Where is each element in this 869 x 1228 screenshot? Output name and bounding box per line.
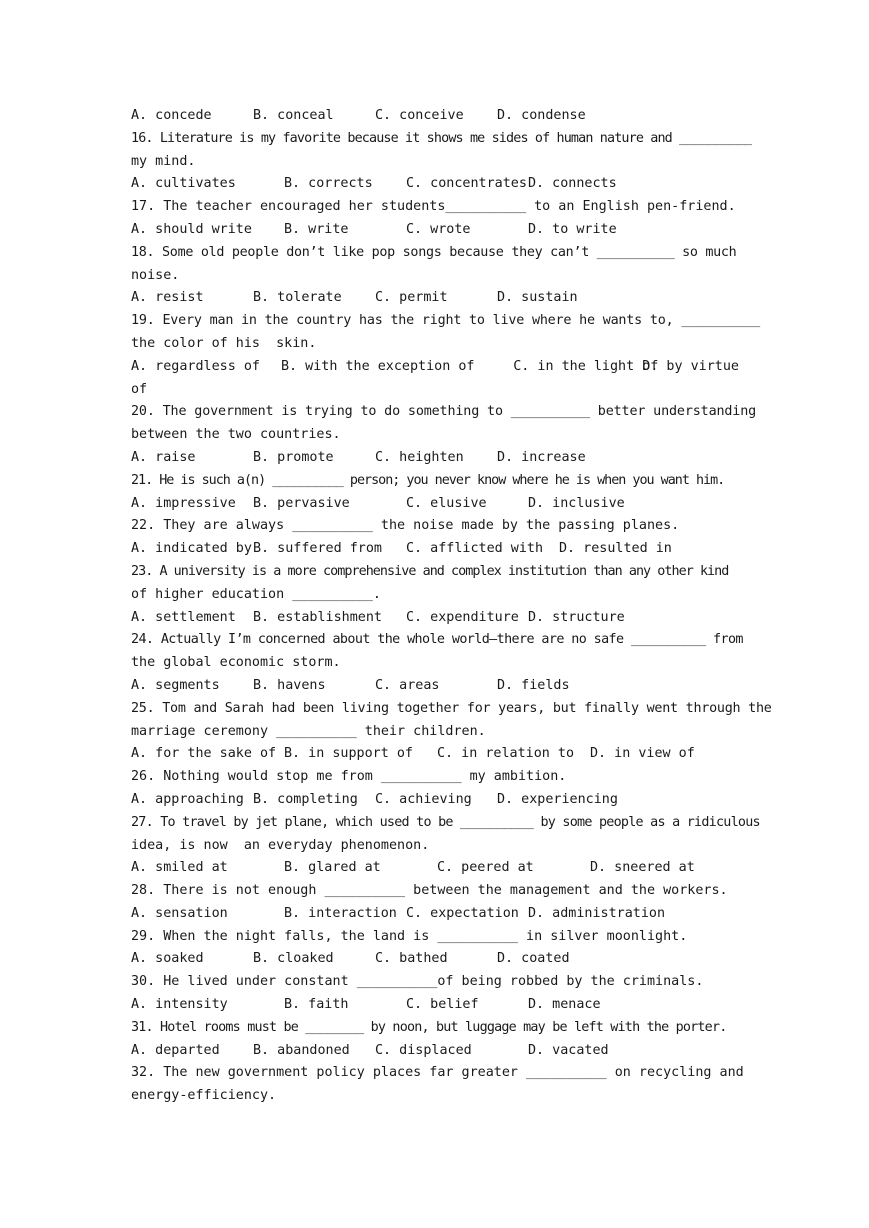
question-26	[131, 766, 739, 812]
question-text: 19. Every man in the country has the right to live where he wants to, __________	[131, 313, 760, 329]
option-a: A. settlement	[131, 609, 236, 625]
question-18	[131, 242, 739, 310]
question-text: 28. There is not enough __________ between the management and the workers.	[131, 883, 728, 899]
option-b: B. abandoned	[253, 1042, 350, 1058]
option-b: B. faith	[284, 997, 349, 1013]
option-c: C. concentrates	[406, 176, 527, 192]
option-d: D. increase	[497, 449, 586, 465]
question-text: 24. Actually I’m concerned about the whole world—there are no safe __________ from	[131, 632, 743, 648]
option-a: A. smiled at	[131, 860, 228, 876]
option-a: A. departed	[131, 1042, 220, 1058]
options-row	[131, 493, 739, 516]
option-a: A. segments	[131, 677, 220, 693]
option-a: A. raise	[131, 449, 196, 465]
question-text: energy-efficiency.	[131, 1088, 277, 1104]
option-d: D. menace	[528, 997, 601, 1013]
option-c: C. displaced	[375, 1042, 472, 1058]
question-27	[131, 812, 760, 880]
option-b: B. interaction	[284, 905, 397, 921]
option-d: D. coated	[497, 951, 570, 967]
option-b: B. in support of	[284, 746, 413, 762]
option-c: C. expenditure	[406, 609, 519, 625]
question-23	[131, 561, 739, 629]
question-20	[131, 401, 757, 469]
question-text: noise.	[131, 267, 180, 283]
question-text: 23. A university is a more comprehensive and complex institution than any other kind	[131, 563, 729, 579]
question-21	[131, 470, 739, 516]
question-text: my mind.	[131, 153, 196, 169]
options-row	[131, 607, 739, 630]
options-row	[131, 903, 739, 926]
option-c: C. wrote	[406, 221, 471, 237]
question-text: idea, is now an everyday phenomenon.	[131, 837, 430, 853]
option-d: D. connects	[528, 176, 617, 192]
option-c: C. areas	[375, 677, 440, 693]
option-b: B. completing	[253, 791, 358, 807]
options-row	[131, 743, 739, 766]
option-c: C. belief	[406, 997, 479, 1013]
question-text: 30. He lived under constant __________of being robbed by the criminals.	[131, 974, 704, 990]
option-c: C. bathed	[375, 951, 448, 967]
question-28	[131, 880, 739, 926]
option-d: D. sustain	[497, 290, 578, 306]
options-row	[131, 994, 739, 1017]
question-17	[131, 196, 739, 242]
options-row-15	[131, 105, 739, 128]
options-row	[131, 287, 739, 310]
option-d: D. fields	[497, 677, 570, 693]
option-a: A. resist	[131, 290, 204, 306]
option-c: C. achieving	[375, 791, 472, 807]
option-c: C. expectation	[406, 905, 519, 921]
question-text: 32. The new government policy places far greater __________ on recycling and	[131, 1065, 744, 1081]
question-text: 22. They are always __________ the noise made by the passing planes.	[131, 518, 680, 534]
option-b: B. conceal	[253, 108, 334, 123]
option-d: D. in view of	[590, 746, 695, 762]
options-row	[131, 1040, 739, 1063]
question-16	[131, 128, 752, 196]
question-text: 18. Some old people don’t like pop songs because they can’t __________ so much	[131, 244, 737, 260]
question-text: 17. The teacher encouraged her students__________ to an English pen-friend.	[131, 199, 736, 215]
option-a: A. cultivates	[131, 176, 236, 192]
options-row	[131, 356, 739, 379]
option-c: C. in relation to	[437, 746, 575, 762]
question-24	[131, 629, 743, 697]
option-d: D. condense	[497, 108, 586, 123]
question-text: the color of his skin.	[131, 335, 317, 351]
options-row	[131, 447, 739, 470]
option-d: D. vacated	[528, 1042, 609, 1058]
option-a: A. approaching	[131, 791, 244, 807]
option-d: D. inclusive	[528, 495, 625, 511]
question-text: 26. Nothing would stop me from __________ my ambition.	[131, 769, 567, 785]
options-row	[131, 789, 739, 812]
question-text: 29. When the night falls, the land is __________ in silver moonlight.	[131, 928, 688, 944]
question-text: the global economic storm.	[131, 655, 341, 671]
question-text: 27. To travel by jet plane, which used to be __________ by some people as a ridiculous	[131, 814, 760, 830]
option-d-continued: of	[131, 381, 148, 397]
options-row	[131, 219, 739, 242]
options-row	[131, 675, 739, 698]
question-text: 21. He is such a(n) __________ person; you never know where he is when you want him.	[131, 472, 725, 488]
option-b: B. with the exception of	[280, 358, 475, 374]
question-19	[131, 310, 760, 401]
option-a: A. soaked	[131, 951, 204, 967]
option-d: D. sneered at	[590, 860, 695, 876]
option-a: A. sensation	[131, 905, 228, 921]
option-b: B. glared at	[284, 860, 381, 876]
question-text: marriage ceremony __________ their children.	[131, 723, 486, 739]
option-b: B. cloaked	[253, 951, 334, 967]
option-b: B. write	[284, 221, 349, 237]
option-a: A. indicated by	[131, 541, 252, 557]
option-a: A. impressive	[131, 495, 236, 511]
question-list	[131, 105, 772, 1108]
option-c: C. afflicted with	[406, 541, 544, 557]
option-c: C. permit	[375, 290, 448, 306]
question-29	[131, 926, 739, 972]
options-row	[131, 948, 739, 971]
option-d: D. structure	[528, 609, 625, 625]
question-32	[131, 1062, 744, 1108]
option-d: D. by virtue	[642, 358, 739, 374]
question-25	[131, 698, 772, 766]
question-text: 16. Literature is my favorite because it shows me sides of human nature and __________	[131, 130, 752, 146]
option-a: A. intensity	[131, 997, 228, 1013]
question-text: 31. Hotel rooms must be ________ by noon, but luggage may be left with the porter.	[131, 1019, 727, 1035]
option-a: A. should write	[131, 221, 252, 237]
option-b: B. establishment	[253, 609, 382, 625]
option-b: B. pervasive	[253, 495, 350, 511]
option-c: C. conceive	[375, 108, 464, 123]
option-c: C. in the light of	[513, 358, 659, 374]
option-b: B. promote	[253, 449, 334, 465]
option-b: B. tolerate	[253, 290, 342, 306]
question-text: 25. Tom and Sarah had been living together for years, but finally went through the	[131, 700, 772, 716]
options-row	[131, 538, 739, 561]
option-d: D. resulted in	[559, 541, 672, 557]
option-b: B. corrects	[284, 176, 373, 192]
option-c: C. peered at	[437, 860, 534, 876]
option-a: A. regardless of	[131, 358, 260, 374]
option-b: B. havens	[253, 677, 326, 693]
question-31	[131, 1017, 739, 1063]
option-c: C. heighten	[375, 449, 464, 465]
question-text: 20. The government is trying to do something to __________ better understanding	[131, 404, 757, 420]
options-row	[131, 173, 739, 196]
options-row	[131, 857, 739, 880]
option-a: A. for the sake of	[131, 746, 277, 762]
question-text: between the two countries.	[131, 427, 341, 443]
option-d: D. administration	[528, 905, 666, 921]
option-c: C. elusive	[406, 495, 487, 511]
option-b: B. suffered from	[253, 541, 382, 557]
question-text: of higher education __________.	[131, 586, 381, 602]
option-a: A. concede	[131, 108, 212, 123]
option-d: D. experiencing	[497, 791, 618, 807]
option-d: D. to write	[528, 221, 617, 237]
question-30	[131, 971, 739, 1017]
question-22	[131, 515, 739, 561]
